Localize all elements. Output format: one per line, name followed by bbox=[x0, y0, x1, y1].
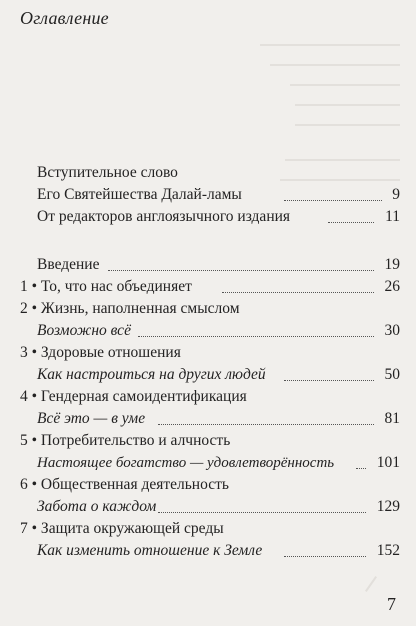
toc-entry bbox=[0, 386, 416, 408]
toc-entry bbox=[0, 320, 416, 342]
toc-entry bbox=[0, 254, 416, 276]
toc-entry bbox=[0, 162, 416, 184]
toc-entry bbox=[0, 540, 416, 562]
toc-page-number: 30 bbox=[384, 322, 400, 339]
toc-entry bbox=[0, 364, 416, 386]
dot-leader bbox=[328, 221, 374, 223]
toc-entry-subtitle: Настоящее богатство — удовлетворённость bbox=[37, 455, 335, 471]
toc-entry-label: 3 • Здоровые отношения bbox=[20, 344, 181, 361]
toc-entry bbox=[0, 276, 416, 298]
toc-page-number: 50 bbox=[384, 366, 400, 383]
toc-entry bbox=[0, 496, 416, 518]
toc-entry-label: Вступительное слово bbox=[37, 164, 178, 181]
dot-leader bbox=[138, 335, 374, 337]
toc-page-number: 26 bbox=[384, 278, 400, 295]
toc-entry-label: 6 • Общественная деятельность bbox=[20, 476, 229, 493]
toc-entry-subtitle: Как настроиться на других людей bbox=[37, 366, 266, 383]
dot-leader bbox=[356, 467, 366, 469]
toc-page-number: 101 bbox=[376, 454, 400, 471]
toc-entry bbox=[0, 474, 416, 496]
show-through-text bbox=[290, 120, 400, 130]
toc-page-number: 9 bbox=[392, 186, 400, 203]
toc-entry-subtitle: Забота о каждом bbox=[37, 498, 157, 515]
dot-leader bbox=[108, 269, 374, 271]
toc-entry-subtitle: Возможно всё bbox=[37, 322, 131, 339]
toc-entry-label: 5 • Потребительство и алчность bbox=[20, 432, 231, 449]
dot-leader bbox=[222, 291, 374, 293]
dot-leader bbox=[284, 555, 366, 557]
toc-page-number: 81 bbox=[384, 410, 400, 427]
toc-entry bbox=[0, 184, 416, 206]
toc-entry-label: 7 • Защита окружающей среды bbox=[20, 520, 224, 537]
show-through-text bbox=[265, 60, 400, 70]
toc-entry-label: Введение bbox=[37, 256, 100, 273]
toc-entry-label: Его Святейшества Далай-ламы bbox=[37, 186, 242, 203]
page-number: 7 bbox=[387, 594, 396, 614]
show-through-text bbox=[280, 80, 400, 90]
toc-entry bbox=[0, 298, 416, 320]
dot-leader bbox=[158, 511, 366, 513]
toc-entry bbox=[0, 430, 416, 452]
toc-entry bbox=[0, 518, 416, 540]
dot-leader bbox=[284, 379, 374, 381]
toc-entry bbox=[0, 452, 416, 474]
paper-mark bbox=[365, 576, 377, 592]
toc-entry-subtitle: Как изменить отношение к Земле bbox=[37, 542, 263, 559]
show-through-text bbox=[290, 100, 400, 110]
dot-leader bbox=[284, 199, 382, 201]
toc-entry bbox=[0, 206, 416, 228]
toc-entry-label: От редакторов англоязычного издания bbox=[37, 208, 291, 225]
toc-heading: Оглавление bbox=[20, 8, 109, 28]
toc-page-number: 11 bbox=[385, 208, 400, 225]
dot-leader bbox=[158, 423, 374, 425]
toc-page-number: 129 bbox=[376, 498, 400, 515]
toc-entry bbox=[0, 408, 416, 430]
show-through-text bbox=[250, 40, 400, 50]
toc-entry-label: 4 • Гендерная самоидентификация bbox=[20, 388, 247, 405]
toc-page-number: 19 bbox=[384, 256, 400, 273]
toc-entry-label: 1 • То, что нас объединяет bbox=[20, 278, 192, 295]
toc-page-number: 152 bbox=[376, 542, 400, 559]
toc-entry-subtitle: Всё это — в уме bbox=[37, 410, 146, 427]
toc-entry bbox=[0, 342, 416, 364]
toc-entry-label: 2 • Жизнь, наполненная смыслом bbox=[20, 300, 240, 317]
